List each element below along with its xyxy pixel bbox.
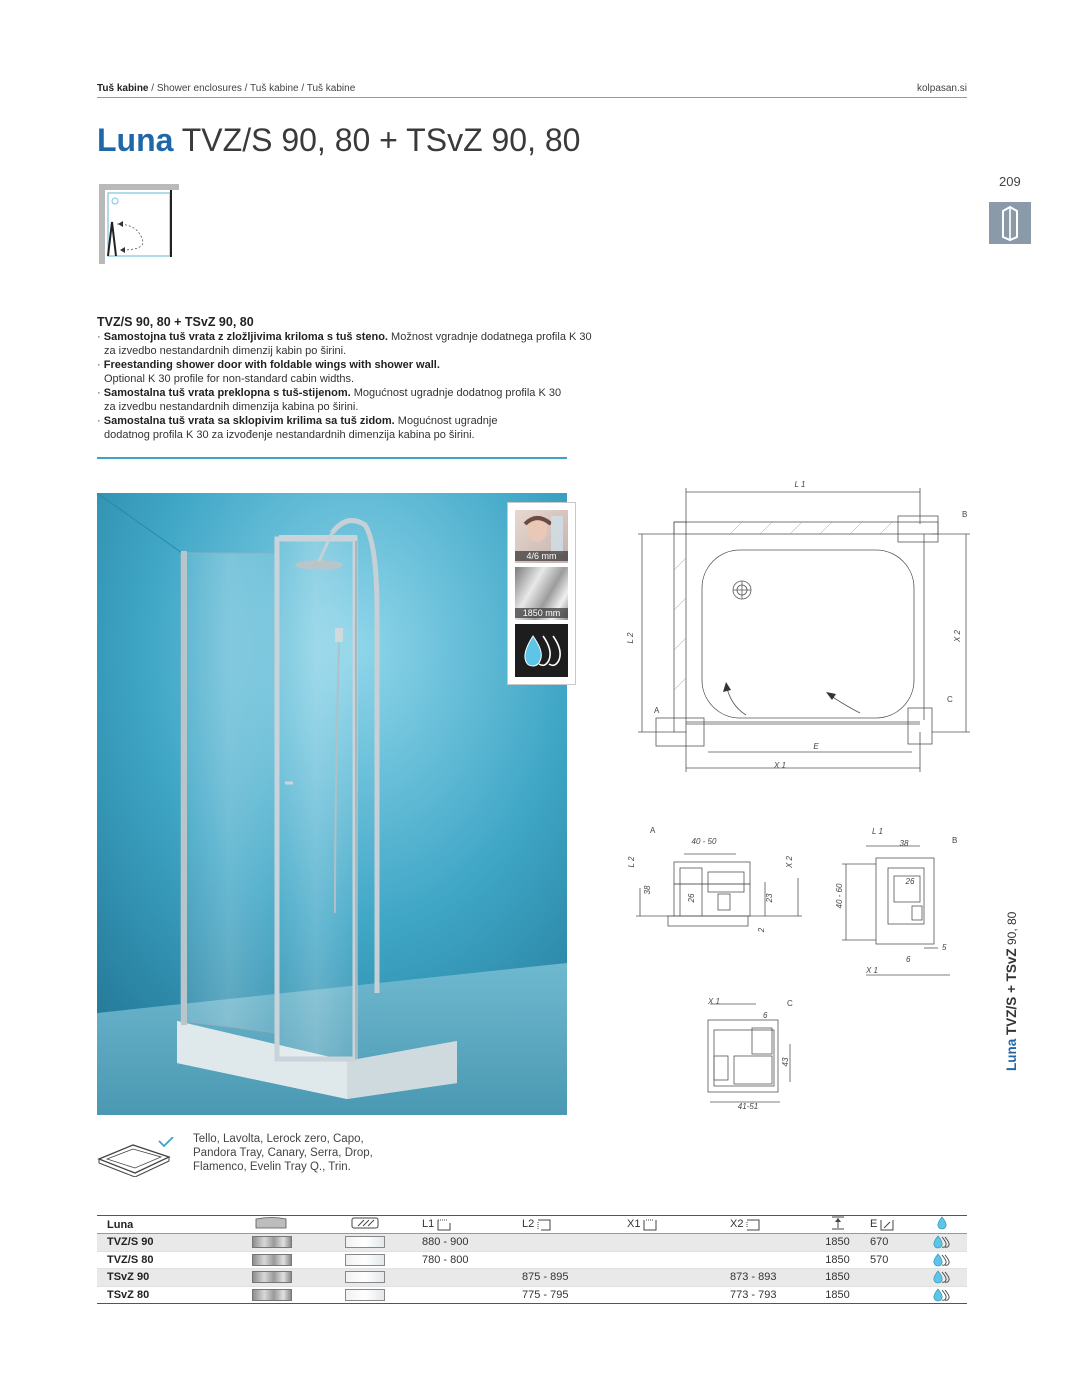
detail-C-marker: C xyxy=(787,999,793,1008)
row-height: 1850 xyxy=(815,1286,860,1304)
header-glass-icon xyxy=(317,1216,412,1234)
detail-A-marker: A xyxy=(650,826,656,835)
header-L2 xyxy=(512,1216,617,1234)
table-row xyxy=(97,1286,967,1304)
dimension-X2: X 2 xyxy=(953,629,962,643)
detail-A-X2: X 2 xyxy=(785,855,794,869)
dimension-E: E xyxy=(813,742,819,751)
title-brand: Luna xyxy=(97,122,174,158)
technical-drawing xyxy=(610,470,990,1130)
row-L1 xyxy=(412,1269,512,1287)
detail-marker-A: A xyxy=(654,706,660,715)
water-drops-icon xyxy=(917,1234,967,1252)
dimension-X1-icon xyxy=(643,1219,657,1231)
detail-B-6: 6 xyxy=(906,955,911,964)
detail-B-26: 26 xyxy=(905,877,915,886)
description-item-text: Mogućnost ugradnje xyxy=(394,415,498,427)
water-drops-icon xyxy=(917,1251,967,1269)
description-item-continued: za izvedbo nestandardnih dimenzij kabin po širini. xyxy=(104,345,347,357)
detail-A-L2: L 2 xyxy=(627,856,636,868)
water-drops-icon xyxy=(917,1286,967,1304)
row-L1 xyxy=(412,1286,512,1304)
description-heading: TVZ/S 90, 80 + TSvZ 90, 80 xyxy=(97,315,254,329)
description-item-continued: dodatnog profila K 30 za izvođenje nestandardnih dimenzija kabina po širini. xyxy=(104,429,475,441)
svg-text:Luna TVZ/S + TSvZ 90, 80 xyxy=(1004,911,1019,1071)
side-label-brand: Luna xyxy=(1004,1038,1019,1071)
profile-swatch xyxy=(227,1234,317,1252)
product-photo xyxy=(97,493,567,1115)
compatible-trays: Tello, Lavolta, Lerock zero, Capo, Pandora Tray, Canary, Serra, Drop, Flamenco, Evelin Tray Q., Trin. xyxy=(193,1133,373,1173)
row-model: TSvZ 80 xyxy=(97,1286,227,1304)
header-X1 xyxy=(617,1216,720,1234)
row-X2 xyxy=(720,1234,815,1252)
detail-A-23: 23 xyxy=(765,893,774,903)
row-X1 xyxy=(617,1251,720,1269)
page-number: 209 xyxy=(999,174,1021,189)
description-item-bold: Freestanding shower door with foldable wings with shower wall. xyxy=(103,359,440,371)
detail-marker-B: B xyxy=(962,510,968,519)
row-E xyxy=(860,1286,917,1304)
row-X1 xyxy=(617,1286,720,1304)
row-X2: 773 - 793 xyxy=(720,1286,815,1304)
breadcrumb-path: / Shower enclosures / Tuš kabine / Tuš kabine xyxy=(148,83,356,94)
header-L2-label: L2 xyxy=(522,1218,535,1231)
header-height-icon xyxy=(815,1216,860,1234)
row-E: 570 xyxy=(860,1251,917,1269)
description-item: · Samostojna tuš vrata z zložljivima kriloma s tuš steno. Možnost vgradnje dodatnega profila K 30 xyxy=(97,331,592,343)
detail-C-width: 41-51 xyxy=(737,1102,759,1111)
glass-thickness-badge xyxy=(515,510,568,563)
page-title xyxy=(97,122,580,159)
profile-swatch xyxy=(227,1286,317,1304)
row-X1 xyxy=(617,1234,720,1252)
shower-tray-icon xyxy=(97,1137,179,1177)
description-item-bold: Samostalna tuš vrata sa sklopivim krilima sa tuš zidom. xyxy=(103,415,395,427)
description-item: · Freestanding shower door with foldable wings with shower wall. xyxy=(97,359,440,371)
header-profile-icon xyxy=(227,1216,317,1234)
shower-cabin-icon[interactable] xyxy=(989,202,1031,244)
description-item-text: Možnost vgradnje dodatnega profila K 30 xyxy=(387,331,592,343)
height-label: 1850 mm xyxy=(515,608,568,618)
header-model: Luna xyxy=(97,1216,227,1234)
header-X2-label: X2 xyxy=(730,1218,744,1231)
detail-C-6: 6 xyxy=(763,1011,768,1020)
specs-table xyxy=(97,1215,967,1304)
detail-C-43: 43 xyxy=(781,1057,790,1067)
dimension-L1: L 1 xyxy=(794,480,806,489)
glass-swatch xyxy=(317,1251,412,1269)
detail-B-38: 38 xyxy=(899,839,909,848)
description-item-continued: Optional K 30 profile for non-standard cabin widths. xyxy=(104,373,355,385)
product-description xyxy=(97,315,637,442)
profile-swatch xyxy=(227,1251,317,1269)
side-label-sizes: 90, 80 xyxy=(1005,911,1019,949)
description-item: · Samostalna tuš vrata preklopna s tuš-stijenom. Mogućnost ugradnje dodatnog profila K 30 xyxy=(97,387,562,399)
detail-C-X1: X 1 xyxy=(708,997,721,1006)
detail-B-L1: L 1 xyxy=(872,827,883,836)
row-L2 xyxy=(512,1234,617,1252)
description-item-continued: za izvedbu nestandardnih dimenzija kabina po širini. xyxy=(104,401,359,413)
dimension-X2-icon xyxy=(746,1219,760,1231)
dimension-X1: X 1 xyxy=(773,761,787,770)
row-L2: 875 - 895 xyxy=(512,1269,617,1287)
header-water-drop-icon xyxy=(917,1216,967,1234)
table-header-row xyxy=(97,1216,967,1234)
side-label-model: TVZ/S + TSvZ xyxy=(1004,948,1019,1039)
breadcrumb xyxy=(97,83,355,94)
check-icon xyxy=(159,1137,173,1146)
row-height: 1850 xyxy=(815,1269,860,1287)
side-label xyxy=(996,905,1026,1075)
profile-swatch xyxy=(227,1269,317,1287)
dimension-L1-icon xyxy=(437,1219,451,1231)
row-model: TVZ/S 90 xyxy=(97,1234,227,1252)
section-divider xyxy=(97,457,567,459)
header-X1-label: X1 xyxy=(627,1218,641,1231)
row-E: 670 xyxy=(860,1234,917,1252)
dimension-E-icon xyxy=(880,1219,894,1231)
row-height: 1850 xyxy=(815,1251,860,1269)
water-drops-icon xyxy=(515,624,568,677)
description-item: · Samostalna tuš vrata sa sklopivim krilima sa tuš zidom. Mogućnost ugradnje xyxy=(97,415,498,427)
header-X2 xyxy=(720,1216,815,1234)
header-L1 xyxy=(412,1216,512,1234)
header-E-label: E xyxy=(870,1218,878,1231)
row-E xyxy=(860,1269,917,1287)
folding-door-plan-icon xyxy=(99,184,181,266)
glass-swatch xyxy=(317,1269,412,1287)
site-url[interactable]: kolpasan.si xyxy=(916,83,967,94)
glass-swatch xyxy=(317,1286,412,1304)
detail-B-X1: X 1 xyxy=(866,966,879,975)
row-height: 1850 xyxy=(815,1234,860,1252)
glass-thickness-label: 4/6 mm xyxy=(515,551,568,561)
feature-badges xyxy=(507,502,576,685)
title-model: TVZ/S 90, 80 + TSvZ 90, 80 xyxy=(173,122,581,158)
row-X1 xyxy=(617,1269,720,1287)
detail-A-2: 2 xyxy=(757,927,766,933)
row-model: TSvZ 90 xyxy=(97,1269,227,1287)
row-L2 xyxy=(512,1251,617,1269)
table-row xyxy=(97,1234,967,1252)
description-item-bold: Samostalna tuš vrata preklopna s tuš-stijenom. xyxy=(103,387,351,399)
description-item-bold: Samostojna tuš vrata z zložljivima kriloma s tuš steno. xyxy=(103,331,388,343)
detail-marker-C: C xyxy=(947,695,953,704)
table-row xyxy=(97,1251,967,1269)
row-X2: 873 - 893 xyxy=(720,1269,815,1287)
detail-A-width: 40 - 50 xyxy=(691,837,717,846)
description-item-text: Mogućnost ugradnje dodatnog profila K 30 xyxy=(350,387,562,399)
header-L1-label: L1 xyxy=(422,1218,435,1231)
row-model: TVZ/S 80 xyxy=(97,1251,227,1269)
water-drops-icon xyxy=(917,1269,967,1287)
breadcrumb-current: Tuš kabine xyxy=(97,83,149,94)
height-badge xyxy=(515,567,568,620)
row-X2 xyxy=(720,1251,815,1269)
row-L1: 780 - 800 xyxy=(412,1251,512,1269)
detail-B-5: 5 xyxy=(942,943,947,952)
detail-A-26: 26 xyxy=(687,893,696,903)
detail-A-38: 38 xyxy=(643,885,652,895)
dimension-L2: L 2 xyxy=(626,632,635,644)
detail-B-height: 40 - 60 xyxy=(835,883,844,909)
glass-swatch xyxy=(317,1234,412,1252)
header-E xyxy=(860,1216,917,1234)
header-divider xyxy=(97,97,967,98)
row-L2: 775 - 795 xyxy=(512,1286,617,1304)
row-L1: 880 - 900 xyxy=(412,1234,512,1252)
detail-B-marker: B xyxy=(952,836,958,845)
dimension-L2-icon xyxy=(537,1219,551,1231)
table-row xyxy=(97,1269,967,1287)
